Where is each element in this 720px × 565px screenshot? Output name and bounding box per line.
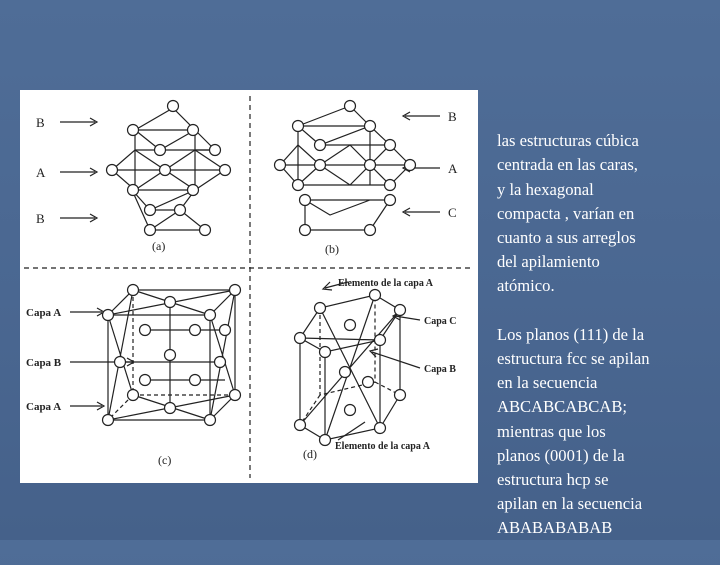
panel-a <box>60 101 231 236</box>
panel-c-label-1: Capa A <box>26 307 62 319</box>
panel-d-caption: (d) <box>303 447 317 461</box>
crystal-stacking-figure <box>20 90 478 483</box>
panel-c <box>70 285 241 426</box>
panel-b <box>275 101 441 236</box>
panel-a-label-2: A <box>36 165 46 180</box>
stacking-diagram <box>20 90 478 483</box>
panel-a-caption: (a) <box>152 239 166 253</box>
panel-d-label-3: Capa B <box>424 364 456 375</box>
panel-d-label-2: Capa C <box>424 316 457 327</box>
panel-b-label-2: A <box>448 161 458 176</box>
panel-b-label-1: B <box>448 109 457 124</box>
panel-b-label-3: C <box>448 205 457 220</box>
slide-text <box>497 105 709 565</box>
panel-b-caption: (b) <box>325 242 339 256</box>
paragraph-2: Los planos (111) de la estructura fcc se apilan en la secuencia ABCABCABCAB; mientras que los planos (0001) de la estructura hcp se apilan en la secuencia ABABABABAB <box>497 324 650 538</box>
panel-a-label-1: B <box>36 115 45 130</box>
panel-c-label-2: Capa B <box>26 357 62 369</box>
panel-c-label-3: Capa A <box>26 401 62 413</box>
panel-d-label-4: Elemento de la capa A <box>335 441 430 452</box>
paragraph-1: las estructuras cúbica centrada en las caras, y la hexagonal compacta , varían en cuanto a sus arreglos del apilamiento atómico. <box>497 131 639 296</box>
panel-d-label-1: Elemento de la capa A <box>338 278 433 289</box>
panel-a-label-3: B <box>36 211 45 226</box>
panel-c-caption: (c) <box>158 453 172 467</box>
panel-d <box>295 282 421 446</box>
